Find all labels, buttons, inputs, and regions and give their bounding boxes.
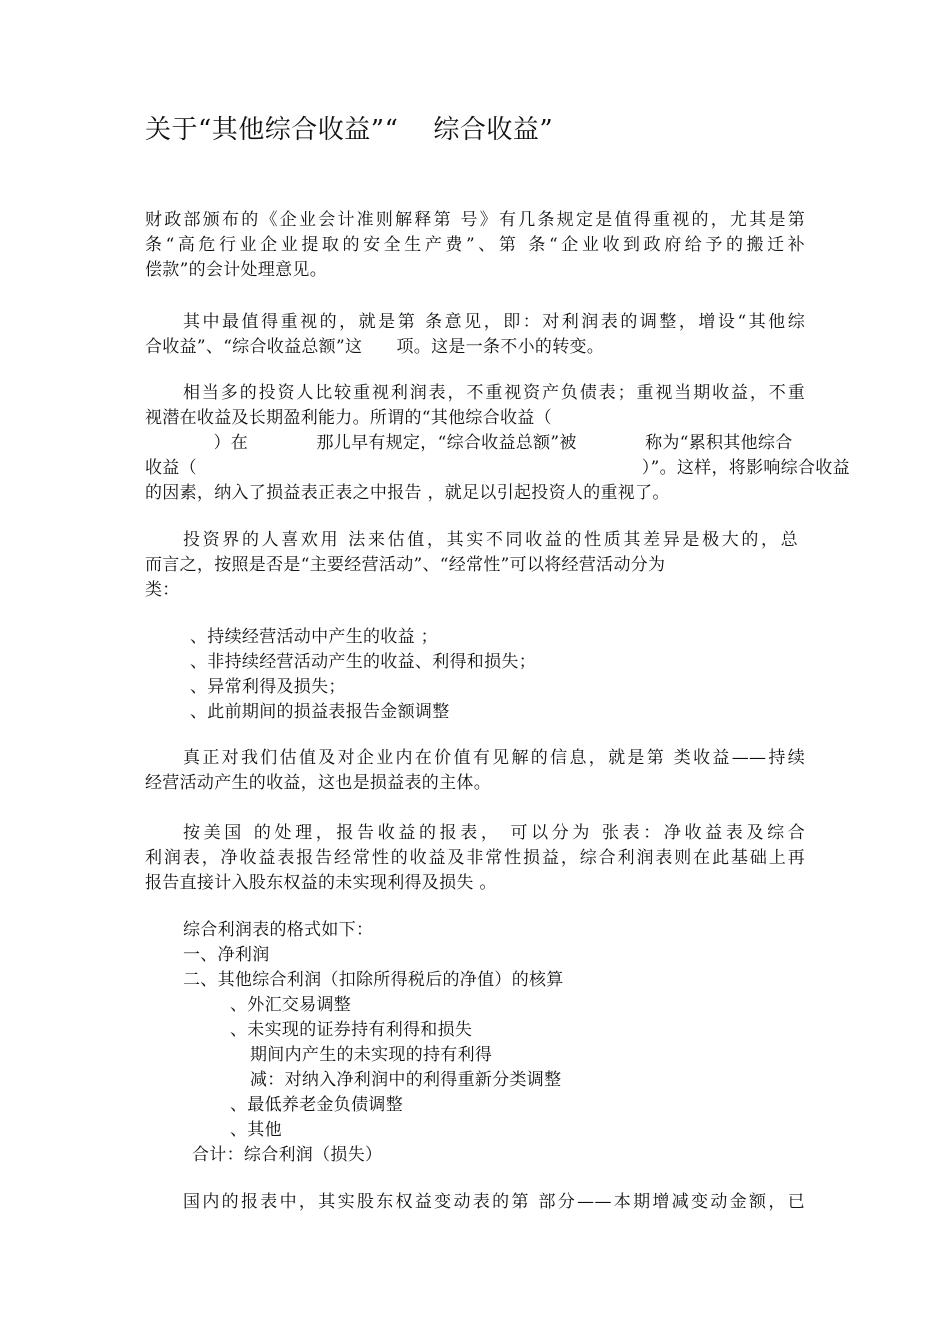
paragraph-line: 投资界的人喜欢用 法来估值，其实不同收益的性质其差异是极大的，总 (183, 530, 798, 550)
paragraph-line: 按美国 的处理，报告收益的报表， 可以分为 张表：净收益表及综合 (183, 823, 805, 843)
list-item: 一、净利润 (183, 945, 270, 965)
list-item: 二、其他综合利润（扣除所得税后的净值）的核算 (183, 970, 564, 990)
paragraph-line: 收益（ ）”。这样，将影响综合收益 (145, 458, 850, 478)
paragraph-line: 相当多的投资人比较重视利润表，不重视资产负债表；重视当期收益，不重 (183, 383, 805, 403)
list-item: 、非持续经营活动产生的收益、利得和损失； (190, 652, 536, 672)
list-item: 、最低养老金负债调整 (230, 1095, 403, 1115)
paragraph-line: 财政部颁布的《企业会计准则解释第 号》有几条规定是值得重视的，尤其是第 (145, 210, 805, 230)
paragraph-line: 类： (145, 580, 180, 600)
paragraph-line: 利润表，净收益表报告经常性的收益及非常性损益，综合利润表则在此基础上再 (145, 848, 805, 868)
list-item: 期间内产生的未实现的持有利得 (250, 1045, 493, 1065)
paragraph-line: 综合利润表的格式如下： (183, 920, 374, 940)
list-item: 、异常利得及损失； (190, 677, 346, 697)
list-item: 、持续经营活动中产生的收益 ； (190, 627, 438, 647)
list-item: 、未实现的证券持有利得和损失 (230, 1020, 473, 1040)
paragraph-line: 视潜在收益及长期盈利能力。所谓的“其他综合收益（ (145, 408, 552, 428)
list-item: 合计：综合利润（损失） (192, 1145, 383, 1165)
paragraph-line: 合收益”、“综合收益总额”这 项。这是一条不小的转变。 (145, 337, 605, 357)
list-item: 减：对纳入净利润中的利得重新分类调整 (250, 1070, 562, 1090)
list-item: 、外汇交易调整 (230, 995, 352, 1015)
paragraph-line: 其中最值得重视的，就是第 条意见，即：对利润表的调整，增设“其他综 (183, 312, 805, 332)
paragraph-line: 偿款”的会计处理意见。 (145, 260, 327, 280)
paragraph-line: 真正对我们估值及对企业内在价值有见解的信息，就是第 类收益——持续 (183, 748, 805, 768)
paragraph-line: 而言之，按照是否是“主要经营活动”、“经常性”可以将经营活动分为 (145, 555, 666, 575)
paragraph-line: 的因素，纳入了损益表正表之中报告 ，就足以引起投资人的重视了。 (145, 483, 670, 503)
document-title: 关于“其他综合收益”“ 综合收益” (145, 115, 554, 145)
paragraph-line: ）在 那儿早有规定，“综合收益总额”被 称为“累积其他综合 (145, 433, 793, 453)
paragraph-line: 经营活动产生的收益，这也是损益表的主体。 (145, 773, 491, 793)
paragraph-line: 国内的报表中，其实股东权益变动表的第 部分——本期增减变动金额，已 (183, 1192, 805, 1212)
paragraph-line: 条“高危行业企业提取的安全生产费”、第 条“企业收到政府给予的搬迁补 (145, 235, 805, 255)
paragraph-line: 报告直接计入股东权益的未实现利得及损失 。 (145, 873, 497, 893)
list-item: 、此前期间的损益表报告金额调整 (190, 702, 450, 722)
list-item: 、其他 (230, 1120, 282, 1140)
